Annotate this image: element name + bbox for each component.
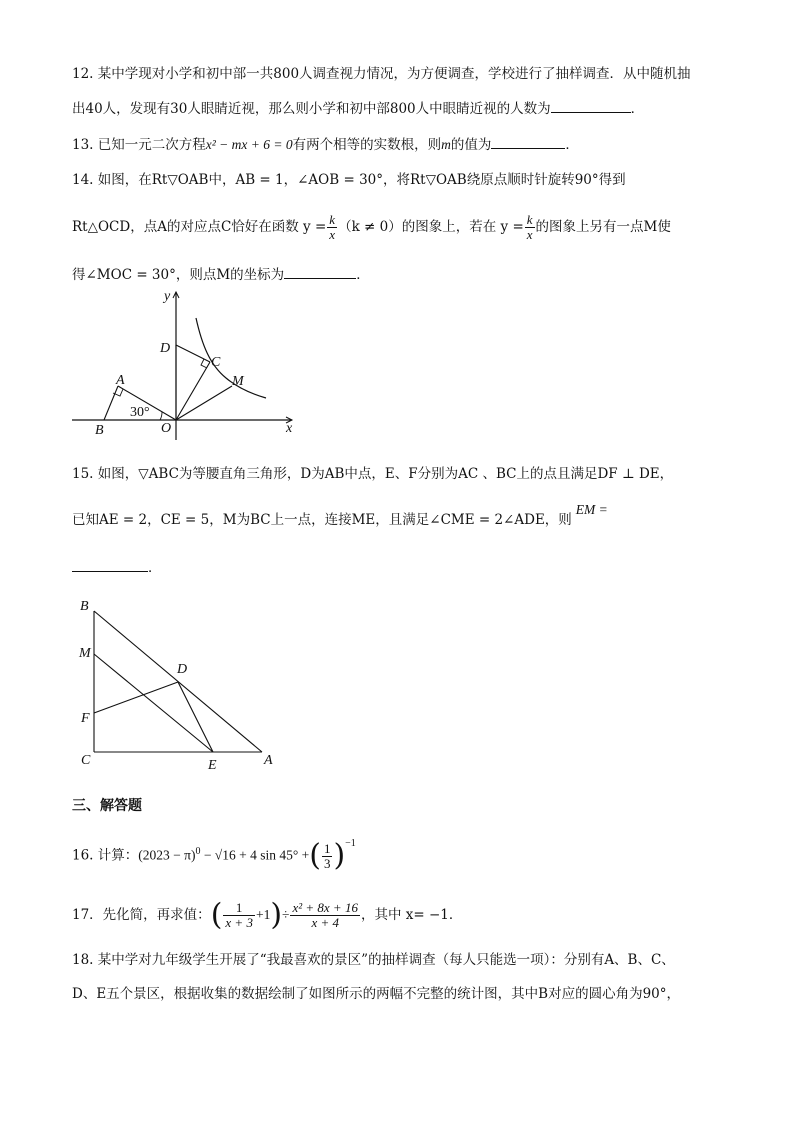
q18-line2: D、E五个景区，根据收集的数据绘制了如图所示的两幅不完整的统计图，其中B对应的圆心角为90°， (72, 986, 681, 1002)
label-A: A (264, 753, 273, 768)
q14-frac1-den: x (329, 227, 336, 242)
q18-line1: 18. 某中学对九年级学生开展了“我最喜欢的景区”的抽样调查（每人只能选一项）：分别有A、B、C、 (72, 952, 675, 968)
q16-right-paren: ) (333, 838, 346, 873)
label-y: y (164, 289, 171, 304)
q12-answer-blank (551, 98, 631, 113)
q15-line1: 15. 如图，▽ABC为等腰直角三角形，D为AB中点，E、F分别为AC 、BC上的点且满足DF ⊥ DE， (72, 466, 674, 482)
q16-frac-den: 3 (323, 855, 331, 871)
q17-frac2-den: x + 4 (290, 915, 359, 930)
q15-line2-text: 已知AE = 2，CE = 5，M为BC上一点，连接ME，且满足∠CME = 2∠ADE，则 (72, 512, 572, 528)
q17-post: ，其中 x= −1． (360, 907, 463, 923)
q12-line2 (72, 98, 644, 119)
q13-prefix: 13. 已知一元二次方程 (72, 137, 206, 153)
segment-DE (178, 682, 213, 752)
q13-period: ． (565, 137, 579, 153)
q17-prefix: 17．先化简，再求值： (72, 907, 211, 923)
label-D: D (177, 662, 188, 677)
q17-line (72, 898, 462, 932)
label-C: C (81, 753, 91, 768)
q17-frac1-num: 1 (235, 900, 243, 915)
label-M: M (79, 646, 91, 661)
q14-line2-c: 的图象上另有一点M使 (535, 219, 671, 235)
q16-exponent-0: 0 (195, 846, 201, 857)
q17-divide: ÷ (282, 907, 290, 922)
q14-fraction-2 (525, 213, 535, 242)
q17-fraction-2 (290, 901, 359, 930)
q15-period: ． (148, 560, 162, 576)
q16-expr-a: (2023 − π) (138, 847, 196, 863)
q14-line1: 14. 如图，在Rt▽OAB中，AB = 1，∠AOB = 30°，将Rt▽OAB绕原点顺时针旋转90°得到 (72, 172, 626, 188)
segment-AB (104, 386, 118, 420)
q14-frac1-num: k (329, 212, 336, 227)
label-E: E (208, 758, 217, 773)
q13-line (72, 134, 579, 155)
segment-DF (94, 682, 178, 713)
q16-frac-num: 1 (323, 840, 331, 856)
segment-AB (94, 611, 262, 752)
q16-left-paren: ( (309, 838, 321, 873)
q14-line2-a: Rt△OCD，点A的对应点C恰好在函数 y = (72, 219, 327, 235)
label-M: M (232, 374, 244, 389)
label-O: O (161, 421, 172, 436)
q13-equation: x² − mx + 6 = 0 (205, 137, 293, 152)
q13-answer-blank (491, 134, 565, 149)
label-F: F (81, 711, 90, 726)
segment-OC (176, 362, 210, 420)
label-D: D (160, 341, 171, 356)
label-C: C (211, 355, 221, 370)
q15-answer-blank (72, 557, 148, 572)
q14-line3 (72, 264, 370, 285)
q12-period: ． (630, 101, 645, 117)
q13-post: 的值为 (450, 137, 492, 153)
q14-figure (60, 285, 310, 445)
q17-fraction-1 (223, 901, 255, 930)
section-heading: 三、解答题 (72, 798, 142, 814)
segment-OM (176, 386, 232, 420)
q14-frac2-num: k (526, 212, 533, 227)
q16-exponent-m1: −1 (345, 838, 356, 849)
q12-line1: 12. 某中学现对小学和初中部一共800人调查视力情况，为方便调查，学校进行了抽样调查．从中随机抽 (72, 66, 691, 82)
q15-line2 (72, 502, 608, 530)
q15-em-label: EM = (575, 502, 608, 517)
q17-frac2-num: x² + 8x + 16 (292, 900, 358, 915)
segment-ME (94, 654, 213, 752)
q17-frac1-den: x + 3 (225, 915, 253, 930)
q15-figure (70, 590, 290, 775)
label-angle-30: 30° (130, 405, 150, 420)
q13-middle: 有两个相等的实数根，则 (292, 137, 442, 153)
q14-answer-blank (284, 264, 356, 279)
angle-arc-AOB (160, 412, 162, 420)
q14-line2-b: （k ≠ 0）的图象上，若在 y = (338, 219, 524, 235)
q16-expr-b: − √16 + 4 sin 45° + (200, 847, 310, 863)
q12-line2-text: 出40人，发现有30人眼睛近视，那么则小学和初中部800人中眼睛近视的人数为 (72, 101, 551, 117)
q14-line2 (72, 210, 671, 244)
q17-left-paren: ( (210, 897, 223, 933)
q16-prefix: 16. 计算： (72, 847, 139, 864)
label-B: B (95, 423, 104, 438)
q14-fraction-1 (327, 213, 337, 242)
q16-fraction (322, 842, 333, 871)
q14-period: ． (356, 267, 370, 283)
q16-line (72, 836, 356, 872)
q15-line3 (72, 557, 162, 578)
label-B: B (80, 599, 89, 614)
label-x: x (286, 421, 293, 436)
label-A: A (116, 373, 125, 388)
q14-frac2-den: x (526, 227, 533, 242)
q14-line3-text: 得∠MOC = 30°，则点M的坐标为 (72, 267, 285, 283)
q17-plus-one: +1 (255, 907, 271, 922)
q13-variable: m (441, 137, 451, 152)
q17-right-paren: ) (270, 897, 283, 933)
